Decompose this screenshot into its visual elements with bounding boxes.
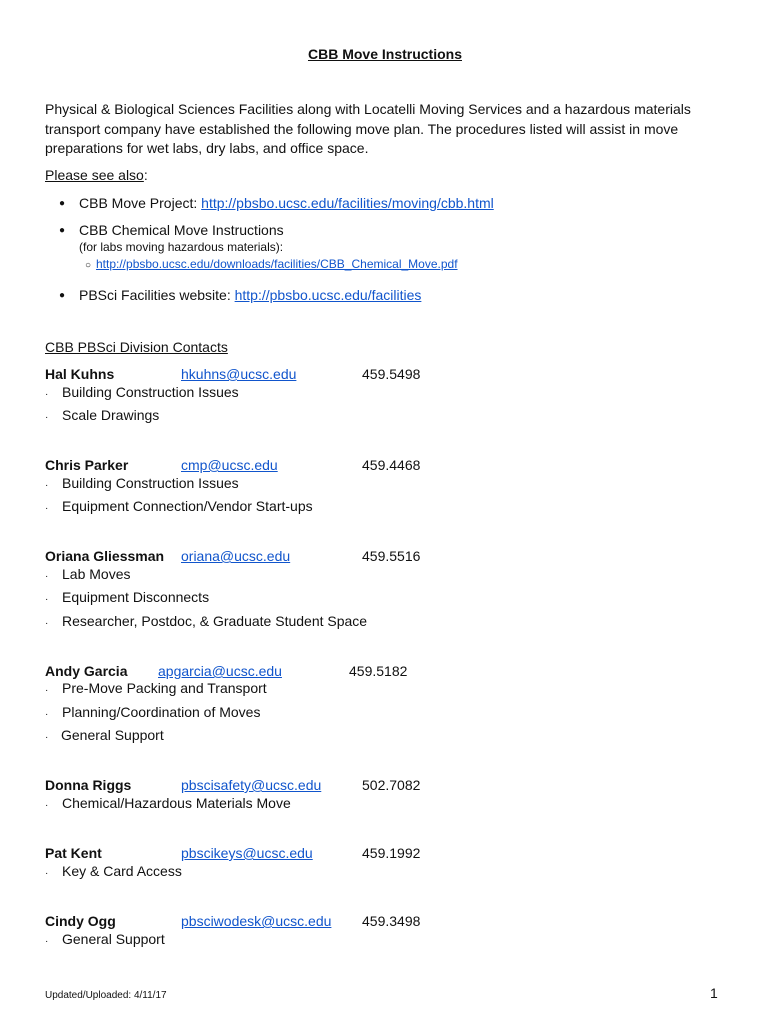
contact-name: Chris Parker	[45, 457, 129, 473]
contact-name: Cindy Ogg	[45, 913, 116, 929]
contact-duty	[45, 795, 291, 811]
pbsci-facilities-link[interactable]: http://pbsbo.ucsc.edu/facilities	[234, 287, 422, 303]
link-chemical-move	[45, 222, 284, 238]
bullet-icon: ●	[59, 290, 66, 301]
cbb-move-project-link[interactable]: http://pbsbo.ucsc.edu/facilities/moving/cbb.html	[201, 195, 494, 211]
contact-duty	[45, 384, 239, 400]
duty-text: Pre-Move Packing and Transport	[62, 680, 267, 696]
duty-text: Lab Moves	[62, 566, 131, 582]
contact-duty	[45, 475, 239, 491]
link-cbb-move-project	[45, 195, 494, 211]
contact-email-link[interactable]: pbscikeys@ucsc.edu	[181, 845, 313, 861]
list-marker: ·	[45, 800, 49, 811]
page-title: CBB Move Instructions	[307, 46, 462, 62]
see-also-label	[45, 167, 148, 183]
contact-duty	[45, 407, 159, 423]
see-also-colon: :	[143, 167, 148, 183]
duty-text: Equipment Connection/Vendor Start-ups	[62, 498, 313, 514]
contact-duty	[45, 589, 209, 605]
duty-text: Key & Card Access	[62, 863, 182, 879]
chemical-move-pdf-link[interactable]: http://pbsbo.ucsc.edu/downloads/facilities/CBB_Chemical_Move.pdf	[96, 257, 458, 271]
list-marker: ·	[45, 732, 49, 743]
chemical-move-sublink	[85, 257, 458, 271]
list-marker: ·	[45, 936, 49, 947]
contact-duty	[45, 498, 313, 514]
duty-text: General Support	[62, 931, 165, 947]
list-marker: ·	[45, 571, 49, 582]
contact-duty	[45, 566, 130, 582]
link-label: CBB Chemical Move Instructions	[79, 222, 284, 238]
contact-email-link[interactable]: cmp@ucsc.edu	[181, 457, 278, 473]
contact-duty	[45, 727, 164, 743]
bullet-icon: ●	[59, 225, 66, 236]
duty-text: Researcher, Postdoc, & Graduate Student Space	[62, 613, 368, 629]
contact-name: Andy Garcia	[45, 663, 128, 679]
chemical-move-note: (for labs moving hazardous materials):	[79, 240, 284, 254]
list-marker: ·	[45, 503, 49, 514]
list-marker: ·	[45, 618, 49, 629]
list-marker: ·	[45, 594, 49, 605]
duty-text: Building Construction Issues	[62, 384, 239, 400]
contact-email-link[interactable]: pbsciwodesk@ucsc.edu	[181, 913, 332, 929]
contact-duty	[45, 863, 182, 879]
duty-text: Building Construction Issues	[62, 475, 239, 491]
page-number: 1	[710, 985, 718, 1001]
contact-phone: 459.5498	[362, 366, 421, 382]
contact-phone: 459.3498	[362, 913, 421, 929]
contact-name: Hal Kuhns	[45, 366, 115, 382]
link-label: PBSci Facilities website:	[79, 287, 235, 303]
list-marker: ·	[45, 480, 49, 491]
contacts-heading: CBB PBSci Division Contacts	[45, 339, 228, 355]
list-marker: ·	[45, 389, 49, 400]
duty-text: Equipment Disconnects	[62, 589, 210, 605]
contact-phone: 459.5182	[349, 663, 408, 679]
contact-duty	[45, 704, 260, 720]
contact-name: Oriana Gliessman	[45, 548, 165, 564]
contact-email-link[interactable]: apgarcia@ucsc.edu	[158, 663, 282, 679]
contact-duty	[45, 613, 367, 629]
duty-text: Planning/Coordination of Moves	[62, 704, 261, 720]
link-label: CBB Move Project:	[79, 195, 202, 211]
contact-duty	[45, 680, 267, 696]
circle-bullet-icon: ○	[85, 260, 92, 271]
contact-duty	[45, 931, 165, 947]
duty-text: Scale Drawings	[62, 407, 160, 423]
duty-text: General Support	[61, 727, 164, 743]
list-marker: ·	[45, 709, 49, 720]
bullet-icon: ●	[59, 198, 66, 209]
see-also-text: Please see also	[45, 167, 144, 183]
contact-name: Pat Kent	[45, 845, 102, 861]
list-marker: ·	[45, 868, 49, 879]
link-pbsci-facilities	[45, 287, 421, 303]
footer-updated: Updated/Uploaded: 4/11/17	[45, 990, 167, 1001]
contact-phone: 502.7082	[362, 777, 421, 793]
list-marker: ·	[45, 412, 49, 423]
contact-phone: 459.1992	[362, 845, 421, 861]
contact-phone: 459.5516	[362, 548, 421, 564]
duty-text: Chemical/Hazardous Materials Move	[62, 795, 291, 811]
contact-email-link[interactable]: hkuhns@ucsc.edu	[181, 366, 297, 382]
contact-email-link[interactable]: oriana@ucsc.edu	[181, 548, 291, 564]
list-marker: ·	[45, 685, 49, 696]
contact-email-link[interactable]: pbscisafety@ucsc.edu	[181, 777, 322, 793]
contact-phone: 459.4468	[362, 457, 421, 473]
intro-paragraph: Physical & Biological Sciences Facilities along with Locatelli Moving Services and a hazardous materials transport company have established the following move plan. The procedures listed will assist in move preparations for wet labs, dry labs, and office space.	[45, 101, 691, 156]
contact-name: Donna Riggs	[45, 777, 132, 793]
